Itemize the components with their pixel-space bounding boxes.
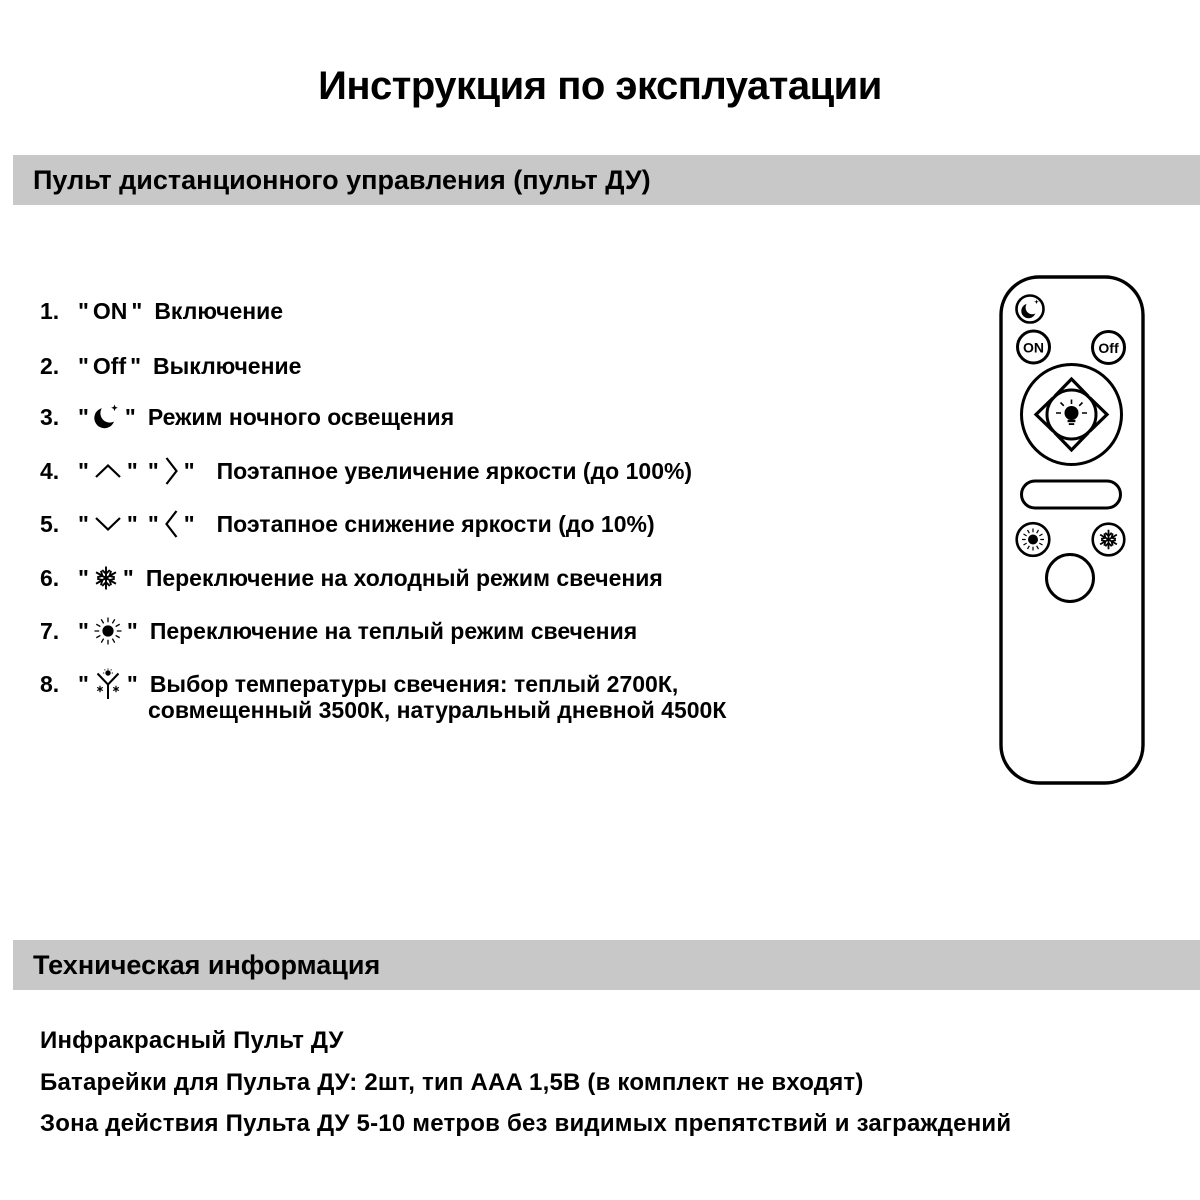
off-button-label: Off	[1098, 340, 1119, 356]
quote: "	[130, 352, 142, 379]
quote: "	[78, 352, 89, 379]
item-number: 2.	[40, 352, 60, 379]
item-number: 8.	[40, 670, 60, 697]
quote: "	[78, 403, 89, 430]
list-item-brightness-down	[40, 504, 655, 544]
quote: "	[126, 457, 138, 484]
item-number: 6.	[40, 564, 60, 591]
list-item-off	[40, 346, 301, 386]
chevron-down-icon	[93, 515, 123, 533]
quote: "	[124, 403, 136, 430]
quote: "	[131, 297, 143, 324]
dpad-brightness-control	[1022, 365, 1122, 465]
tech-info-line: Зона действия Пульта ДУ 5-10 метров без видимых препятствий и заграждений	[40, 1110, 1012, 1137]
quote: "	[78, 564, 89, 591]
quote: "	[183, 510, 195, 537]
section-header-remote	[13, 155, 1200, 205]
key-label-on: ON	[92, 297, 128, 324]
quote: "	[147, 510, 159, 537]
page-title: Инструкция по эксплуатации	[318, 64, 882, 108]
item-description: Переключение на теплый режим свечения	[149, 617, 638, 644]
list-item-brightness-up	[40, 451, 692, 491]
item-number: 5.	[40, 510, 60, 537]
item-number: 7.	[40, 617, 60, 644]
item-description: Поэтапное снижение яркости (до 10%)	[216, 510, 655, 537]
list-item-night-mode	[40, 397, 454, 437]
item-description-line2: совмещенный 3500К, натуральный дневной 4500К	[148, 697, 727, 723]
tech-info-line: Батарейки для Пульта ДУ: 2шт, тип AAA 1,5В (в комплект не входят)	[40, 1069, 864, 1096]
item-description: Выбор температуры свечения: теплый 2700К,	[149, 670, 679, 697]
key-label-off: Off	[92, 352, 127, 379]
quote: "	[183, 457, 195, 484]
color-temperature-icon	[93, 668, 123, 700]
quote: "	[78, 510, 89, 537]
quote: "	[78, 670, 89, 697]
item-description: Режим ночного освещения	[147, 403, 455, 430]
section-header-remote-label: Пульт дистанционного управления (пульт ДУ)	[33, 164, 651, 195]
quote: "	[78, 617, 89, 644]
chevron-left-icon	[163, 508, 180, 540]
moon-icon	[93, 403, 121, 431]
item-number: 3.	[40, 403, 60, 430]
snowflake-icon	[93, 565, 119, 591]
section-header-tech	[13, 940, 1200, 990]
quote: "	[126, 670, 138, 697]
item-description: Выключение	[153, 352, 302, 379]
tech-info-line: Инфракрасный Пульт ДУ	[40, 1027, 344, 1054]
item-number: 1.	[40, 297, 60, 324]
item-number: 4.	[40, 457, 60, 484]
section-header-tech-label: Техническая информация	[33, 949, 381, 980]
remote-illustration	[996, 272, 1148, 788]
quote: "	[78, 297, 89, 324]
chevron-up-icon	[93, 462, 123, 480]
quote: "	[122, 564, 134, 591]
on-button-label: ON	[1023, 339, 1044, 356]
quote: "	[126, 510, 138, 537]
chevron-right-icon	[163, 455, 180, 487]
item-description: Поэтапное увеличение яркости (до 100%)	[216, 457, 693, 484]
quote: "	[126, 617, 138, 644]
item-description: Переключение на холодный режим свечения	[145, 564, 663, 591]
sun-icon	[93, 616, 123, 646]
quote: "	[78, 457, 89, 484]
list-item-cold-mode	[40, 558, 663, 598]
list-item-on	[40, 291, 283, 331]
item-description: Включение	[154, 297, 284, 324]
list-item-warm-mode	[40, 611, 637, 651]
quote: "	[147, 457, 159, 484]
